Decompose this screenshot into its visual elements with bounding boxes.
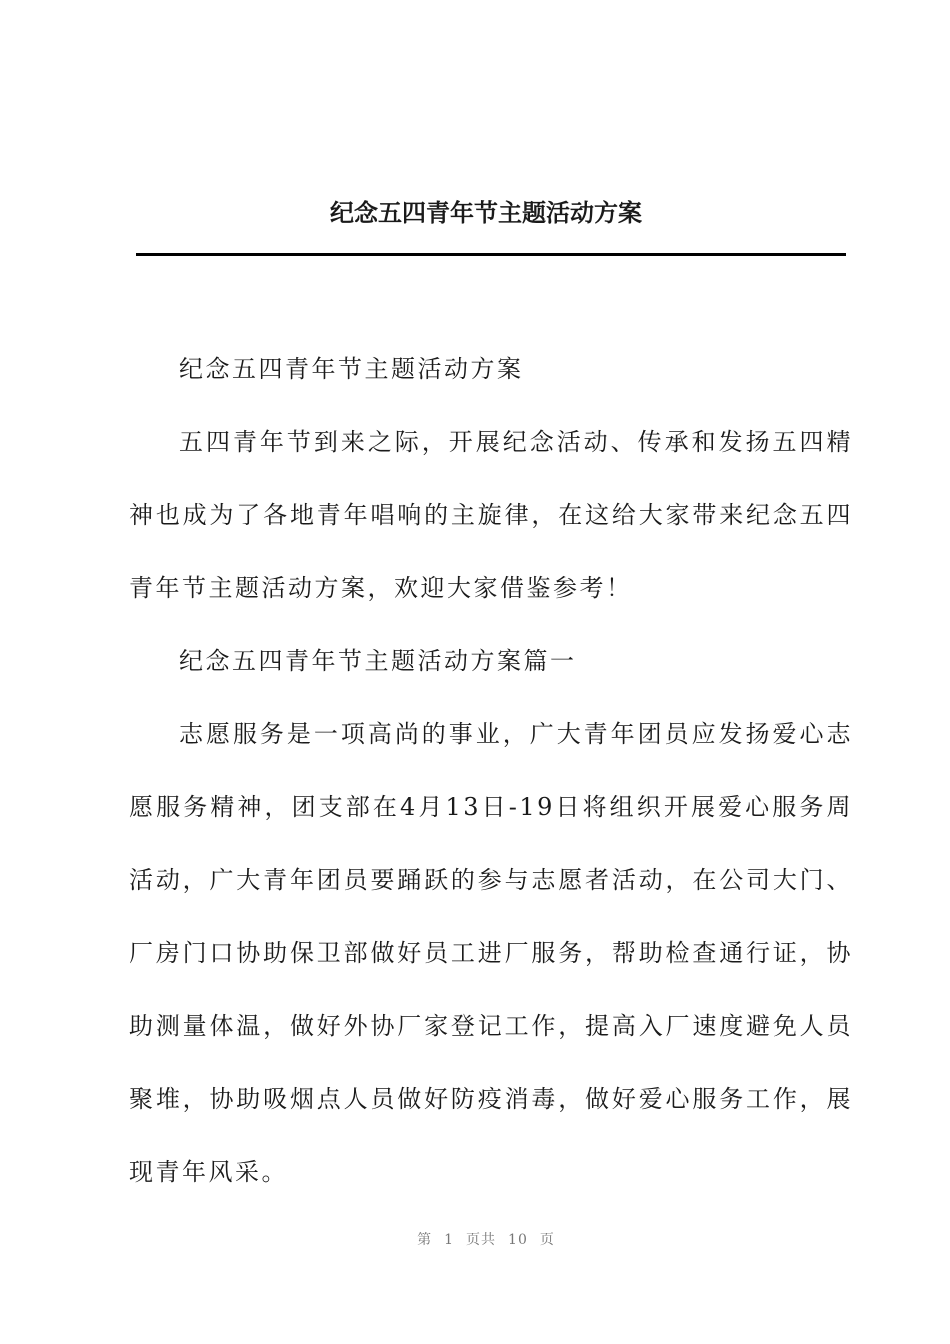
body-paragraph: 志愿服务是一项高尚的事业，广大青年团员应发扬爱心志愿服务精神，团支部在4月13日-19日将组织开展爱心服务周活动，广大青年团员要踊跃的参与志愿者活动，在公司大门、厂房门口协助保卫部做好员工进厂服务，帮助检查通行证，协助测量体温，做好外协厂家登记工作，提高入厂速度避免人员聚堆，协助吸烟点人员做好防疫消毒，做好爱心服务工作，展现青年风采。 — [129, 720, 853, 1186]
document-header-title: 纪念五四青年节主题活动方案 — [330, 198, 642, 227]
footer-suffix: 页 — [539, 1232, 555, 1248]
header-divider — [136, 253, 846, 256]
footer-page-number: 1 — [444, 1232, 455, 1248]
section-title: 纪念五四青年节主题活动方案 — [179, 355, 524, 383]
document-body — [129, 333, 853, 1209]
footer-middle: 页共 — [466, 1232, 497, 1248]
page-footer — [0, 1229, 950, 1249]
footer-prefix: 第 — [417, 1232, 433, 1248]
chapter-heading: 纪念五四青年节主题活动方案篇一 — [179, 647, 577, 675]
intro-paragraph: 五四青年节到来之际，开展纪念活动、传承和发扬五四精神也成为了各地青年唱响的主旋律，在这给大家带来纪念五四青年节主题活动方案，欢迎大家借鉴参考！ — [129, 428, 853, 602]
footer-total-pages: 10 — [508, 1232, 528, 1248]
